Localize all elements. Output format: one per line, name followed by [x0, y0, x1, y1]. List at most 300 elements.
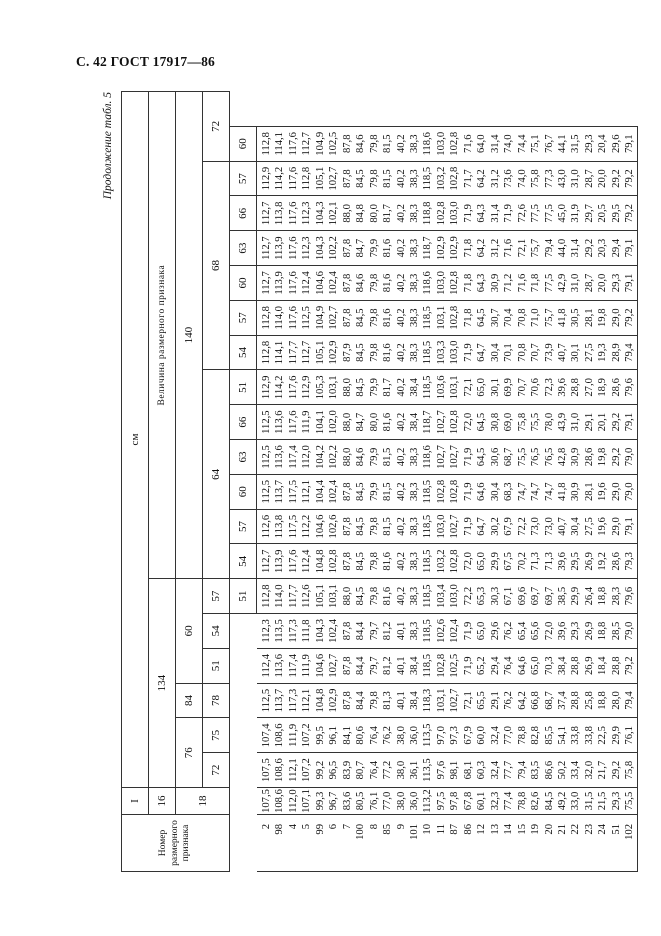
cell-value: 112,1	[287, 753, 300, 788]
cell-value: 79,8	[368, 266, 381, 301]
cell-value: 30,6	[489, 440, 502, 475]
cell-value: 29,2	[583, 231, 596, 266]
cell-value: 79,1	[623, 126, 637, 161]
cell-value: 27,5	[583, 509, 596, 544]
cell-value: 29,4	[610, 231, 623, 266]
cell-value: 31,5	[569, 126, 582, 161]
cell-value: 102,5	[448, 648, 461, 683]
cell-value: 64,2	[475, 161, 488, 196]
cell-value: 22,5	[596, 718, 609, 753]
cell-value: 112,7	[300, 335, 313, 370]
table-caption: Продолжение табл. 5	[102, 92, 114, 200]
cell-value: 79,4	[623, 683, 637, 718]
cell-value: 112,9	[257, 370, 274, 405]
cell-value: 40,2	[395, 474, 408, 509]
cell-value: 84,5	[354, 579, 367, 614]
cell-value: 72,3	[543, 370, 556, 405]
cell-value: 102,7	[327, 300, 340, 335]
cell-value: 79,8	[368, 683, 381, 718]
row-number: 87	[448, 815, 461, 872]
cell-value: 28,8	[569, 683, 582, 718]
row-number: 85	[381, 815, 394, 872]
cell-value: 28,8	[610, 648, 623, 683]
cell-value: 112,6	[300, 579, 313, 614]
col-54: 54	[230, 544, 257, 579]
cell-value: 79,1	[623, 266, 637, 301]
cell-value: 79,6	[623, 370, 637, 405]
cell-value: 38,3	[408, 266, 421, 301]
cell-value: 102,8	[448, 126, 461, 161]
cell-value: 112,1	[300, 683, 313, 718]
cell-value: 27,0	[583, 370, 596, 405]
col-60: 60	[230, 126, 257, 161]
cell-value: 79,0	[623, 440, 637, 475]
cell-value: 28,8	[569, 370, 582, 405]
cell-value: 72,1	[516, 231, 529, 266]
cell-value: 118,5	[421, 335, 434, 370]
cell-value: 104,6	[314, 648, 327, 683]
cell-value: 118,7	[421, 405, 434, 440]
cell-value: 71,6	[502, 231, 515, 266]
cell-value: 29,6	[489, 614, 502, 649]
cell-value: 38,3	[408, 126, 421, 161]
cell-value: 49,2	[556, 788, 569, 815]
cell-value: 67,8	[462, 788, 475, 815]
cell-value: 79,9	[368, 440, 381, 475]
table-row	[623, 92, 637, 872]
cell-value: 72,0	[462, 544, 475, 579]
cell-value: 117,3	[287, 614, 300, 649]
cell-value: 76,1	[368, 788, 381, 815]
cell-value: 112,9	[300, 370, 313, 405]
cell-value: 117,3	[287, 683, 300, 718]
first-col-top-roman: I	[122, 788, 149, 815]
row-number: 98	[273, 815, 286, 872]
cell-value: 84,6	[354, 266, 367, 301]
cell-value: 18,8	[596, 579, 609, 614]
cell-value: 40,7	[556, 335, 569, 370]
cell-value: 69,9	[502, 370, 515, 405]
table-row	[516, 92, 529, 872]
cell-value: 40,2	[395, 335, 408, 370]
cell-value: 67,9	[462, 718, 475, 753]
cell-value: 84,7	[354, 231, 367, 266]
cell-value: 71,6	[462, 126, 475, 161]
cell-value: 38,3	[408, 335, 421, 370]
page-header: С. 42 ГОСТ 17917—86	[76, 54, 215, 69]
cell-value: 117,6	[287, 196, 300, 231]
cell-value: 81,6	[381, 579, 394, 614]
cell-value: 71,3	[543, 544, 556, 579]
cell-value: 72,0	[543, 614, 556, 649]
cell-value: 112,5	[257, 440, 274, 475]
cell-value: 39,6	[556, 614, 569, 649]
cell-value: 74,4	[516, 126, 529, 161]
table-row	[314, 92, 327, 872]
cell-value: 28,6	[610, 370, 623, 405]
cell-value: 113,2	[422, 789, 434, 813]
cell-value: 65,6	[529, 614, 542, 649]
cell-value: 98,1	[448, 753, 461, 788]
cell-value: 40,1	[395, 614, 408, 649]
cell-value: 29,3	[610, 266, 623, 301]
cell-value: 102,9	[435, 231, 448, 266]
row-number: 99	[314, 815, 327, 872]
cell-value: 99,5	[314, 718, 327, 753]
cell-value: 118,6	[421, 126, 434, 161]
cell-value: 19,8	[596, 300, 609, 335]
cell-value: 84,6	[354, 440, 367, 475]
cell-value: 103,0	[448, 579, 461, 614]
cell-value: 68,7	[502, 440, 515, 475]
cell-value: 69,6	[516, 579, 529, 614]
cell-value: 38,4	[408, 648, 421, 683]
table-row	[273, 92, 286, 872]
cell-value: 81,5	[381, 509, 394, 544]
cell-value: 29,2	[610, 753, 623, 788]
col-60: 60	[230, 474, 257, 509]
cell-value: 81,6	[381, 544, 394, 579]
cell-value: 113,5	[273, 614, 286, 649]
cell-value: 75,7	[529, 231, 542, 266]
cell-value: 39,6	[556, 544, 569, 579]
cell-value: 18,9	[596, 370, 609, 405]
col-54: 54	[230, 335, 257, 370]
cell-value: 71,9	[462, 440, 475, 475]
group-16: 16	[149, 788, 176, 815]
cell-value: 114,2	[273, 161, 286, 196]
cell-value: 40,2	[395, 579, 408, 614]
col-72: 72	[203, 753, 230, 788]
cell-value: 104,3	[314, 614, 327, 649]
cell-value: 112,4	[300, 544, 313, 579]
cell-value: 28,3	[610, 579, 623, 614]
cell-value: 18,4	[596, 648, 609, 683]
cell-value: 87,8	[341, 300, 354, 335]
cell-value: 84,7	[354, 405, 367, 440]
cell-value: 70,7	[516, 370, 529, 405]
cell-value: 30,4	[489, 474, 502, 509]
cell-value: 117,4	[287, 648, 300, 683]
cell-value: 117,5	[287, 509, 300, 544]
cell-value: 79,8	[368, 126, 381, 161]
cell-value: 81,6	[381, 266, 394, 301]
cell-value: 84,4	[354, 648, 367, 683]
cell-value: 79,0	[623, 614, 637, 649]
col-66: 66	[230, 196, 257, 231]
cell-value: 81,5	[381, 474, 394, 509]
cell-value: 87,8	[341, 266, 354, 301]
cell-value: 87,8	[341, 544, 354, 579]
cell-value: 102,7	[448, 509, 461, 544]
cell-value: 76,4	[368, 718, 381, 753]
cell-value: 97,6	[435, 753, 448, 788]
cell-value: 64,6	[475, 474, 488, 509]
cell-value: 79,6	[623, 579, 637, 614]
cell-value: 102,4	[327, 474, 340, 509]
row-number: 21	[556, 815, 569, 872]
cell-value: 79,0	[623, 474, 637, 509]
cell-value: 20,3	[596, 231, 609, 266]
cell-value: 112,1	[300, 474, 313, 509]
cell-value: 33,8	[569, 718, 582, 753]
table-row	[569, 92, 582, 872]
cell-value: 38,0	[395, 788, 408, 815]
cell-value: 40,2	[395, 161, 408, 196]
cell-value: 113,8	[273, 509, 286, 544]
cell-value: 87,9	[341, 335, 354, 370]
cell-value: 31,0	[569, 266, 582, 301]
cell-value: 84,5	[354, 335, 367, 370]
cell-value: 64,5	[475, 405, 488, 440]
cell-value: 104,9	[314, 300, 327, 335]
cell-value: 50,2	[556, 753, 569, 788]
cell-value: 65,4	[516, 614, 529, 649]
cell-value: 112,7	[257, 266, 274, 301]
cell-value: 71,8	[462, 266, 475, 301]
cell-value: 105,1	[314, 579, 327, 614]
cell-value: 84,5	[354, 161, 367, 196]
cell-value: 81,7	[381, 370, 394, 405]
cell-value: 103,0	[448, 335, 461, 370]
cell-value: 20,0	[596, 266, 609, 301]
cell-value: 29,7	[583, 196, 596, 231]
cell-value: 66,8	[529, 683, 542, 718]
cell-value: 75,8	[516, 405, 529, 440]
cell-value: 31,9	[569, 196, 582, 231]
cell-value: 117,7	[287, 335, 300, 370]
table-row	[502, 92, 515, 872]
cell-value: 86,6	[543, 753, 556, 788]
cell-value: 114,0	[273, 579, 286, 614]
cell-value: 28,6	[583, 440, 596, 475]
cell-value: 38,3	[408, 440, 421, 475]
cell-value: 41,8	[556, 474, 569, 509]
cell-value: 77,5	[529, 196, 542, 231]
cell-value: 38,3	[408, 474, 421, 509]
cell-value: 20,5	[596, 196, 609, 231]
cell-value: 111,9	[287, 718, 300, 753]
cell-value: 99,3	[314, 788, 327, 815]
cell-value: 38,3	[408, 231, 421, 266]
cell-value: 81,2	[381, 648, 394, 683]
cell-value: 75,8	[623, 753, 637, 788]
cell-value: 65,5	[475, 683, 488, 718]
cell-value: 39,6	[556, 370, 569, 405]
cell-value: 102,4	[327, 614, 340, 649]
cell-value: 102,8	[448, 161, 461, 196]
table-row	[341, 92, 354, 872]
group-64: 64	[203, 370, 230, 579]
cell-value: 38,4	[556, 648, 569, 683]
cell-value: 64,5	[475, 440, 488, 475]
cell-value: 112,8	[257, 126, 274, 161]
table-row	[543, 92, 556, 872]
cell-value: 77,2	[381, 753, 394, 788]
cell-value: 71,6	[516, 266, 529, 301]
cell-value: 30,9	[569, 440, 582, 475]
row-number: 11	[435, 815, 448, 872]
cell-value: 84,4	[354, 614, 367, 649]
cell-value: 32,3	[489, 788, 502, 815]
group-68: 68	[203, 161, 230, 370]
cell-value: 71,9	[502, 196, 515, 231]
cell-value: 118,5	[421, 300, 434, 335]
cell-value: 87,8	[341, 126, 354, 161]
cell-value: 102,7	[448, 683, 461, 718]
cell-value: 29,6	[610, 126, 623, 161]
cell-value: 77,3	[543, 161, 556, 196]
cell-value: 112,3	[300, 196, 313, 231]
cell-value: 117,6	[287, 405, 300, 440]
group-84: 84	[176, 683, 203, 718]
cell-value: 77,7	[502, 753, 515, 788]
cell-value: 102,8	[448, 474, 461, 509]
cell-value: 112,0	[300, 440, 313, 475]
cell-value: 20,1	[596, 405, 609, 440]
cell-value: 83,9	[341, 753, 354, 788]
col-57: 57	[230, 161, 257, 196]
cell-value: 79,4	[543, 231, 556, 266]
cell-value: 40,2	[395, 126, 408, 161]
cell-value: 81,6	[381, 300, 394, 335]
cell-value: 102,8	[448, 300, 461, 335]
table-row	[408, 92, 421, 872]
cell-value: 80,7	[354, 753, 367, 788]
cell-value: 97,5	[435, 788, 448, 815]
cell-value: 87,8	[341, 648, 354, 683]
cell-value: 29,0	[610, 474, 623, 509]
cell-value: 79,3	[623, 544, 637, 579]
cell-value: 104,2	[314, 440, 327, 475]
cell-value: 31,0	[569, 405, 582, 440]
cell-value: 65,3	[475, 579, 488, 614]
cell-value: 74,7	[543, 474, 556, 509]
col-51: 51	[230, 579, 257, 614]
cell-value: 54,1	[556, 718, 569, 753]
cell-value: 30,2	[489, 509, 502, 544]
table-body	[257, 92, 638, 872]
cell-value: 79,7	[368, 614, 381, 649]
cell-value: 79,2	[623, 300, 637, 335]
cell-value: 79,8	[368, 579, 381, 614]
cell-value: 112,3	[257, 614, 274, 649]
row-number: 15	[516, 815, 529, 872]
cell-value: 112,8	[300, 161, 313, 196]
cell-value: 113,6	[273, 648, 286, 683]
cell-value: 30,5	[569, 300, 582, 335]
cell-value: 19,6	[596, 474, 609, 509]
cell-value: 79,9	[368, 370, 381, 405]
cell-value: 82,6	[529, 788, 542, 815]
cell-value: 30,9	[569, 474, 582, 509]
cell-value: 112,4	[300, 266, 313, 301]
cell-value: 64,3	[475, 196, 488, 231]
cell-value: 118,5	[421, 544, 434, 579]
cell-value: 104,6	[314, 509, 327, 544]
cell-value: 20,0	[596, 161, 609, 196]
cell-value: 70,8	[516, 335, 529, 370]
cell-value: 77,0	[502, 718, 515, 753]
cell-value: 73,9	[543, 335, 556, 370]
row-number: 5	[300, 815, 313, 872]
cell-value: 102,8	[448, 405, 461, 440]
cell-value: 81,6	[381, 405, 394, 440]
cell-value: 69,0	[502, 405, 515, 440]
cell-value: 71,3	[529, 544, 542, 579]
cell-value: 78,0	[543, 405, 556, 440]
cell-value: 38,4	[408, 683, 421, 718]
cell-value: 102,6	[435, 614, 448, 649]
cell-value: 104,8	[314, 683, 327, 718]
cell-value: 40,2	[395, 544, 408, 579]
cell-value: 18,8	[596, 683, 609, 718]
row-number: 23	[583, 815, 596, 872]
col-75: 75	[203, 718, 230, 753]
cell-value: 117,6	[287, 370, 300, 405]
cell-value: 102,9	[448, 231, 461, 266]
cell-value: 79,9	[368, 474, 381, 509]
cell-value: 80,0	[368, 405, 381, 440]
cell-value: 41,8	[556, 300, 569, 335]
cell-value: 68,7	[543, 683, 556, 718]
cell-value: 21,5	[596, 788, 609, 815]
cell-value: 64,2	[475, 231, 488, 266]
cell-value: 72,0	[462, 405, 475, 440]
cell-value: 103,4	[435, 579, 448, 614]
cell-value: 104,4	[314, 474, 327, 509]
cell-value: 38,4	[408, 370, 421, 405]
cell-value: 111,8	[300, 614, 313, 649]
cell-value: 105,1	[314, 161, 327, 196]
unit-label: см	[122, 92, 149, 788]
cell-value: 71,9	[462, 335, 475, 370]
cell-value: 25,8	[583, 683, 596, 718]
cell-value: 72,2	[462, 579, 475, 614]
cell-value: 118,6	[421, 440, 434, 475]
cell-value: 102,8	[435, 648, 448, 683]
cell-value: 97,8	[448, 788, 461, 815]
cell-value: 88,0	[341, 440, 354, 475]
cell-value: 67,1	[502, 579, 515, 614]
cell-value: 65,0	[529, 648, 542, 683]
cell-value: 64,7	[475, 509, 488, 544]
cell-value: 118,8	[421, 196, 434, 231]
cell-value: 112,7	[257, 544, 274, 579]
cell-value: 117,6	[287, 231, 300, 266]
cell-value: 31,4	[489, 126, 502, 161]
cell-value: 104,3	[314, 196, 327, 231]
group-18: 18	[176, 788, 230, 815]
cell-value: 29,2	[610, 161, 623, 196]
cell-value: 29,9	[569, 579, 582, 614]
cell-value: 103,0	[435, 266, 448, 301]
cell-value: 29,3	[583, 126, 596, 161]
cell-value: 76,2	[381, 718, 394, 753]
table-row	[368, 92, 381, 872]
cell-value: 102,7	[327, 648, 340, 683]
cell-value: 72,6	[516, 196, 529, 231]
cell-value: 70,6	[529, 370, 542, 405]
cell-value: 31,0	[569, 161, 582, 196]
cell-value: 107,1	[301, 789, 313, 813]
row-number: 2	[257, 815, 274, 872]
cell-value: 83,6	[341, 788, 354, 815]
cell-value: 29,0	[610, 300, 623, 335]
row-number: 13	[489, 815, 502, 872]
cell-value: 113,9	[273, 231, 286, 266]
cell-value: 103,2	[435, 544, 448, 579]
